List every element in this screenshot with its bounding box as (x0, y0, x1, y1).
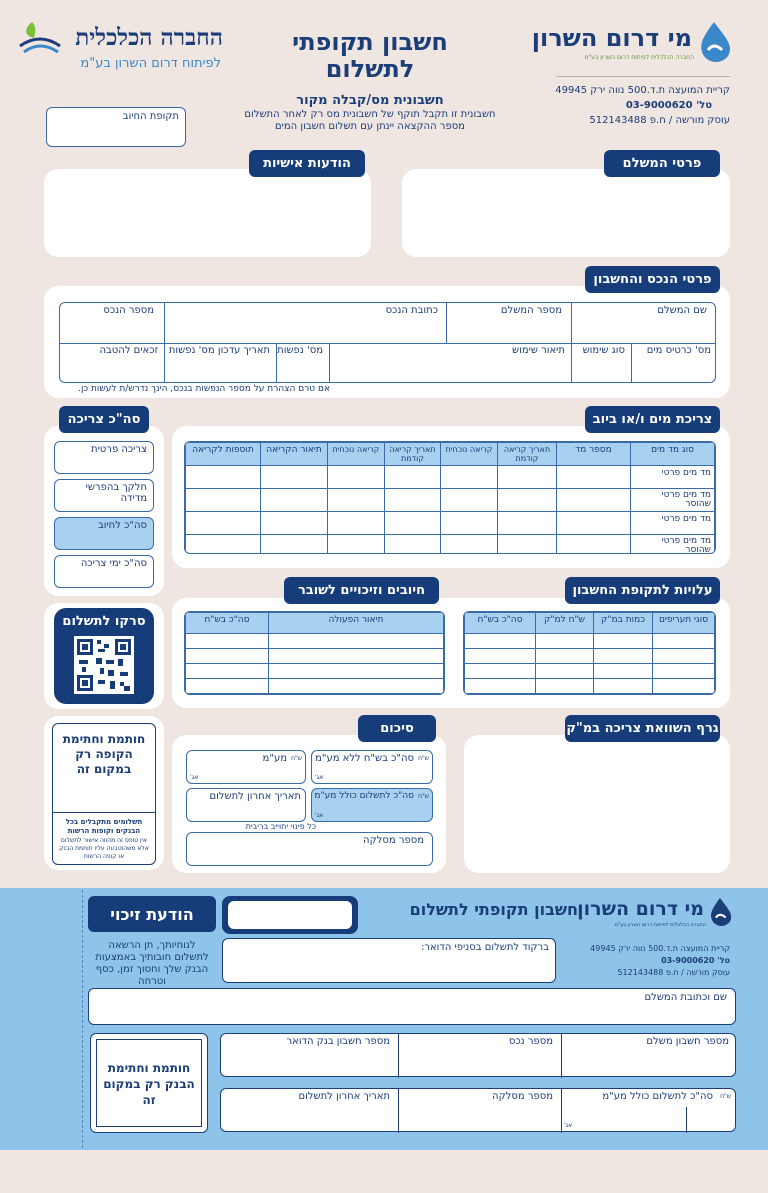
clearing-number-label: מספר מסלקה (363, 835, 424, 846)
vat-field (186, 750, 306, 784)
billing-period-label: תקופת החיוב (122, 111, 179, 122)
col-prev-date-2: תאריך קריאה קודמת (385, 443, 441, 466)
barcode-label: ברקוד לתשלום בסניפי הדואר: (420, 942, 549, 953)
residents-footnote: אם טרם הצהרת על מספר הנפשות בנכס, הינך נדרש/ת לעשות כן. (78, 384, 330, 394)
voucher-brand-logo (577, 896, 734, 932)
right-brand-tagline: החברה הכלכלית לפיתוח דרום השרון בע"מ (584, 54, 694, 61)
left-brand-logo (18, 18, 223, 78)
payer-details-panel (402, 169, 730, 257)
vat-label: מע"מ (262, 753, 287, 764)
usage-description-label: תיאור שימוש (512, 345, 565, 356)
col-current-read-2: קריאה נוכחית (328, 443, 385, 466)
total-no-vat-label: סה"כ בש"ח ללא מע"מ (315, 753, 414, 764)
residents-update-date-label: תאריך עדכון מס' נפשות (168, 345, 270, 356)
water-drop-icon (706, 896, 734, 928)
col-tariff-type: סוגי תעריפים (653, 613, 715, 634)
voucher-title: חשבון תקופתי לתשלום (409, 900, 578, 919)
header-divider (556, 76, 730, 77)
total-charge-box: סה"כ לחיוב (54, 517, 154, 550)
last-payment-date-field (186, 788, 306, 822)
payer-details-title: פרטי המשלם (604, 150, 720, 177)
invoice-subtitle: חשבונית מס/קבלה מקור (296, 93, 444, 108)
col-current-read-1: קריאה נוכחית (441, 443, 498, 466)
charges-table (184, 611, 445, 695)
consumption-days-box: סה"כ ימי צריכה (54, 555, 154, 588)
total-with-vat-label: סה"כ לתשלום כולל מע"מ (314, 791, 414, 801)
consumption-table (184, 441, 716, 554)
voucher-total-label: סה"כ לתשלום כולל מע"מ (602, 1091, 713, 1102)
charges-credits-title: חיובים וזיכויים לשובר (284, 577, 439, 604)
col-charge-total: סה"כ בש"ח (186, 613, 269, 634)
voucher-payment-row (220, 1088, 736, 1132)
invoice-note-2: מספר ההקצאה יינתן עם תשלום חשבון המים (275, 121, 465, 132)
total-consumption-title: סה"כ צריכה (59, 406, 149, 433)
shekel-unit: ש"ח (720, 1093, 731, 1100)
measurement-diff-box: חלקך בהפרשי מדידה (54, 479, 154, 512)
payer-name-label: שם המשלם (657, 305, 707, 316)
col-price-per-m3: ש"ח למ"ק (536, 613, 594, 634)
qr-code-icon (74, 636, 134, 694)
private-consumption-box: צריכה פרטית (54, 441, 154, 474)
title-line-2: לתשלום (325, 55, 415, 83)
company-phone: טל' 03-9000620 (625, 100, 712, 111)
voucher-license: עוסק מורשה / ח.פ 512143488 (617, 968, 730, 977)
residents-count-label: מס' נפשות (277, 345, 323, 356)
cashier-stamp-box (52, 723, 156, 865)
barcode-field (222, 938, 556, 983)
voucher-cut-line (82, 890, 83, 1148)
scan-pay-label: סרקו לתשלום (62, 614, 146, 629)
property-address-label: כתובת הנכס (385, 305, 438, 316)
payer-account-label: מספר חשבון משלם (646, 1036, 729, 1047)
col-meter-number: מספר מד (557, 443, 631, 466)
interest-note: כל פינוי יחוייב בריבית (245, 822, 316, 831)
voucher-clearing-label: מספר מסלקה (492, 1091, 553, 1102)
clearing-number-field (186, 832, 433, 866)
benefit-eligible-label: זכאים להטבה (99, 345, 158, 356)
last-payment-date-label: תאריך אחרון לתשלום (209, 791, 301, 802)
comparison-graph-title: גרף השוואת צריכה במ"ק (565, 715, 720, 742)
invoice-note-1: חשבונית זו תקבל תוקף של חשבונית מס רק לאחר התשלום (244, 109, 496, 120)
payer-name-address-field (88, 988, 736, 1025)
shekel-unit: ש"ח (418, 755, 429, 762)
property-table (59, 302, 716, 383)
table-row-label: מד מים פרטי שהוסר (631, 535, 715, 555)
total-no-vat-field (311, 750, 433, 784)
right-brand-name: מי דרום השרון (531, 24, 692, 52)
consumption-title: צריכת מים ו/או ביוב (585, 406, 720, 433)
company-address: קריית המועצה ת.ד.500 נווה ירק 49945 (555, 85, 730, 96)
col-reading-desc: תיאור הקריאה (261, 443, 328, 466)
bank-stamp-label: חותמת וחתימת הבנק רק במקום זה (103, 1061, 195, 1107)
voucher-brand-tagline: החברה הכלכלית לפיתוח דרום השרון בע"מ (614, 922, 706, 928)
costs-table (463, 611, 716, 695)
billing-period-box (46, 107, 186, 147)
voucher-account-row (220, 1033, 736, 1077)
col-action-desc: תיאור הפעולה (269, 613, 444, 634)
payer-name-address-label: שם וכתובת המשלם (644, 992, 727, 1003)
table-row-label: מד מים פרטי (631, 466, 715, 489)
postal-bank-account-label: מספר חשבון בנק הדואר (286, 1036, 390, 1047)
voucher-last-date-label: תאריך אחרון לתשלום (298, 1091, 390, 1102)
stamp-validity-note: אין טופס זה מהווה אישור לתשלום אלא משהוטבעה עליו חותמת הבנק או קופה הרשות (59, 837, 149, 860)
agorot-unit: אג' (190, 774, 199, 781)
usage-type-label: סוג שימוש (582, 345, 625, 356)
property-account-title: פרטי הנכס והחשבון (585, 266, 720, 293)
credit-notice-input[interactable] (228, 901, 352, 929)
personal-messages-title: הודעות אישיות (249, 150, 365, 177)
stamp-banks-note: תשלומים מתקבלים בכל הבנקים וקופות הרשות (65, 818, 143, 835)
right-brand-logo (531, 20, 734, 70)
col-prev-date-1: תאריך קריאה קודמת (498, 443, 557, 466)
title-line-1: חשבון תקופתי (292, 28, 448, 56)
voucher-address: קריית המועצה ת.ד.500 נווה ירק 49945 (590, 944, 730, 953)
comparison-graph-panel (464, 735, 730, 873)
bank-stamp-inner (96, 1039, 202, 1127)
credit-notice-box (222, 896, 358, 934)
agorot-unit: אג' (315, 812, 324, 819)
property-row-divider (60, 343, 716, 344)
table-row-label: מד מים פרטי (631, 512, 715, 535)
shekel-unit: ש"ח (418, 793, 429, 800)
col-meter-type: סוג מד מים (631, 443, 715, 466)
credit-notice-title: הודעת זיכוי (88, 896, 216, 932)
property-number-label: מספר הנכס (103, 305, 154, 316)
col-reading-additions: תוספות לקריאה (186, 443, 261, 466)
water-drop-icon (694, 20, 734, 64)
stamp-divider (53, 812, 155, 813)
scan-pay-card[interactable] (54, 608, 154, 704)
voucher-phone: טל' 03-9000620 (661, 956, 730, 965)
company-license: עוסק מורשה / ח.פ 512143488 (589, 115, 730, 126)
total-with-vat-field (311, 788, 433, 822)
voucher-brand-name: מי דרום השרון (577, 898, 704, 920)
agorot-unit: אג' (315, 774, 324, 781)
payer-number-label: מספר המשלם (500, 305, 562, 316)
left-brand-name: החברה הכלכלית (75, 24, 223, 51)
property-number-voucher-label: מספר נכס (508, 1036, 553, 1047)
page-title (270, 28, 470, 82)
summary-title: סיכום (358, 715, 436, 742)
water-card-label: מס' כרטיס מים (646, 345, 711, 356)
col-cost-total: סה"כ בש"ח (465, 613, 536, 634)
leaf-waves-icon (18, 18, 62, 58)
shekel-unit: ש"ח (291, 755, 302, 762)
col-quantity: כמות במ"ק (594, 613, 653, 634)
personal-messages-panel (44, 169, 371, 257)
account-costs-title: עלויות לתקופת החשבון (565, 577, 720, 604)
table-row-label: מד מים פרטי שהוסר (631, 489, 715, 512)
left-brand-subname: לפיתוח דרום השרון בע"מ (80, 56, 221, 71)
bank-stamp-box (90, 1033, 208, 1133)
agorot-unit: אג' (564, 1122, 573, 1129)
bank-authorization-note: לנוחיותך, תן הרשאה לתשלום חובותיך באמצעות הבנק שלך וחסוך זמן, כסף וטרחה (95, 940, 209, 987)
cashier-stamp-title: חותמת וחתימת הקופה רק במקום זה (62, 732, 146, 776)
